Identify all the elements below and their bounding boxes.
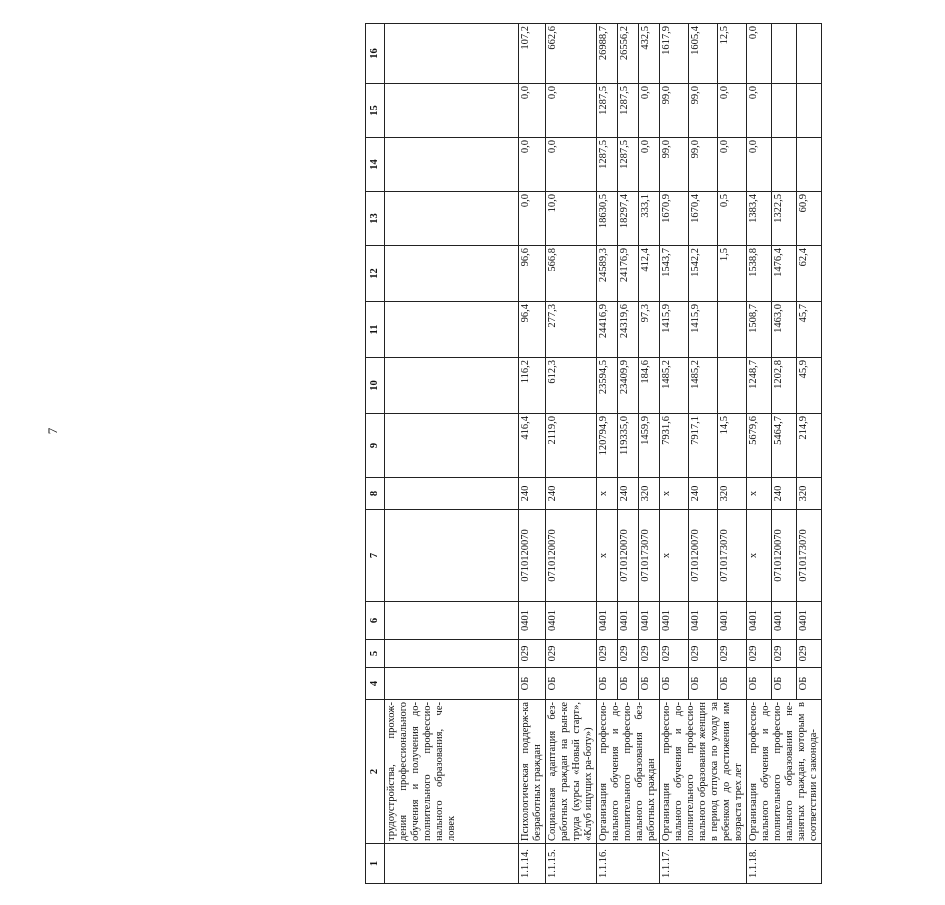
- table-cell: 24589,3: [597, 246, 618, 302]
- table-cell: 432,5: [639, 24, 660, 84]
- table-cell: 1322,5: [772, 192, 797, 246]
- table-cell: x: [660, 478, 689, 510]
- table-cell: 107,2: [519, 24, 546, 84]
- row-description: Организация профессио-нального обучения и до-полнительного профессио-нального образования женщин в период отпуска по уходу за ребенком до достижения им возраста трех лет: [660, 700, 747, 844]
- table-cell: 1670,4: [689, 192, 718, 246]
- table-cell: 18630,5: [597, 192, 618, 246]
- table-cell: [385, 510, 519, 602]
- column-header: 10: [366, 358, 385, 414]
- table-cell: 1670,9: [660, 192, 689, 246]
- row-description: Организация профессио-нального обучения и до-полнительного профессио-нального образования без-работных граждан: [597, 700, 660, 844]
- table-cell: ОБ: [639, 668, 660, 700]
- table-cell: ОБ: [689, 668, 718, 700]
- table-cell: 1248,7: [747, 358, 772, 414]
- column-header: 7: [366, 510, 385, 602]
- header-row: [366, 24, 385, 884]
- table-cell: 320: [797, 478, 822, 510]
- row-description: Социальная адаптация без-работных граждан на рын-ке труда (курсы «Новый старт», «Клуб ищущих ра-боту»): [546, 700, 597, 844]
- table-cell: 24176,9: [618, 246, 639, 302]
- table-cell: 184,6: [639, 358, 660, 414]
- table-cell: 99,0: [660, 138, 689, 192]
- table-cell: 320: [718, 478, 747, 510]
- table-cell: [797, 24, 822, 84]
- table-cell: 029: [519, 640, 546, 668]
- row-number: 1.1.15.: [546, 844, 597, 884]
- table-cell: 120794,9: [597, 414, 618, 478]
- table-cell: 029: [689, 640, 718, 668]
- row-number: 1.1.18.: [747, 844, 822, 884]
- table-cell: [718, 358, 747, 414]
- table-cell: 0,0: [519, 192, 546, 246]
- rotated-budget-table: [365, 24, 945, 884]
- table-cell: 0710120070: [546, 510, 597, 602]
- table-cell: 240: [772, 478, 797, 510]
- table-cell: 416,4: [519, 414, 546, 478]
- table-cell: 0401: [639, 602, 660, 640]
- table-row: [385, 24, 519, 884]
- table-cell: 029: [597, 640, 618, 668]
- table-cell: 1,5: [718, 246, 747, 302]
- table-cell: 662,6: [546, 24, 597, 84]
- table-cell: 0710173070: [639, 510, 660, 602]
- column-header: 12: [366, 246, 385, 302]
- table-cell: 1605,4: [689, 24, 718, 84]
- table-cell: 0401: [797, 602, 822, 640]
- table-cell: 0,0: [546, 84, 597, 138]
- table-cell: 1542,2: [689, 246, 718, 302]
- table-cell: 412,4: [639, 246, 660, 302]
- table-cell: 029: [772, 640, 797, 668]
- table-cell: 0401: [747, 602, 772, 640]
- row-number: [385, 844, 519, 884]
- table-cell: 60,9: [797, 192, 822, 246]
- table-cell: 97,3: [639, 302, 660, 358]
- table-cell: 1463,0: [772, 302, 797, 358]
- table-cell: 1485,2: [660, 358, 689, 414]
- table-cell: x: [597, 478, 618, 510]
- table-cell: [385, 640, 519, 668]
- table-cell: [385, 414, 519, 478]
- table-cell: 45,9: [797, 358, 822, 414]
- row-description: Организация профессио-нального обучения и до-полнительного профессио-нального образования не-занятых граждан, которым в соответствии с законода-: [747, 700, 822, 844]
- table-cell: [772, 84, 797, 138]
- table-cell: 0,0: [718, 138, 747, 192]
- table-cell: 1202,8: [772, 358, 797, 414]
- table-cell: 26988,7: [597, 24, 618, 84]
- table-cell: 99,0: [689, 84, 718, 138]
- column-header: 11: [366, 302, 385, 358]
- table-cell: 0,0: [546, 138, 597, 192]
- table-cell: x: [597, 510, 618, 602]
- table-cell: 240: [618, 478, 639, 510]
- table-cell: 1476,4: [772, 246, 797, 302]
- table-cell: [385, 192, 519, 246]
- table-cell: x: [660, 510, 689, 602]
- table-cell: 029: [797, 640, 822, 668]
- table-cell: 0710120070: [618, 510, 639, 602]
- table-cell: ОБ: [519, 668, 546, 700]
- table-cell: 99,0: [689, 138, 718, 192]
- table-cell: 45,7: [797, 302, 822, 358]
- table-cell: ОБ: [618, 668, 639, 700]
- table-cell: 0,0: [519, 84, 546, 138]
- table-cell: 0401: [718, 602, 747, 640]
- table-cell: [385, 602, 519, 640]
- table-cell: 1383,4: [747, 192, 772, 246]
- table-cell: 18297,4: [618, 192, 639, 246]
- table-cell: 0,0: [718, 84, 747, 138]
- table-cell: 1538,8: [747, 246, 772, 302]
- table-cell: 0401: [618, 602, 639, 640]
- table-cell: 333,1: [639, 192, 660, 246]
- table-cell: 0,0: [639, 84, 660, 138]
- table-cell: 26556,2: [618, 24, 639, 84]
- table-cell: 566,8: [546, 246, 597, 302]
- table-cell: ОБ: [660, 668, 689, 700]
- table-cell: 12,5: [718, 24, 747, 84]
- table-cell: 029: [546, 640, 597, 668]
- table-cell: [385, 302, 519, 358]
- column-header: 4: [366, 668, 385, 700]
- table-cell: 0401: [597, 602, 618, 640]
- table-cell: 62,4: [797, 246, 822, 302]
- table-row: [546, 24, 597, 884]
- table-cell: x: [747, 510, 772, 602]
- table-cell: 24416,9: [597, 302, 618, 358]
- table-cell: 1617,9: [660, 24, 689, 84]
- table-cell: 320: [639, 478, 660, 510]
- table-cell: 119335,0: [618, 414, 639, 478]
- table-cell: 1415,9: [689, 302, 718, 358]
- table-cell: ОБ: [546, 668, 597, 700]
- table-cell: 10,0: [546, 192, 597, 246]
- table-cell: [385, 138, 519, 192]
- table-cell: 0710173070: [797, 510, 822, 602]
- table-cell: 1485,2: [689, 358, 718, 414]
- column-header: 16: [366, 24, 385, 84]
- column-header: 9: [366, 414, 385, 478]
- column-header: 8: [366, 478, 385, 510]
- table-cell: 0401: [660, 602, 689, 640]
- table-cell: 0710120070: [689, 510, 718, 602]
- table-cell: [385, 478, 519, 510]
- column-header: 14: [366, 138, 385, 192]
- table-cell: 240: [689, 478, 718, 510]
- table-cell: [385, 668, 519, 700]
- table-row: [660, 24, 689, 884]
- table-cell: 5679,6: [747, 414, 772, 478]
- table-cell: [385, 246, 519, 302]
- table-cell: 7931,6: [660, 414, 689, 478]
- table-cell: [797, 138, 822, 192]
- table-cell: 029: [747, 640, 772, 668]
- table-cell: 214,9: [797, 414, 822, 478]
- table-cell: 0,0: [519, 138, 546, 192]
- column-header: 1: [366, 844, 385, 884]
- table-cell: 5464,7: [772, 414, 797, 478]
- row-number: 1.1.17.: [660, 844, 747, 884]
- table-cell: 277,3: [546, 302, 597, 358]
- row-number: 1.1.14.: [519, 844, 546, 884]
- table-cell: [718, 302, 747, 358]
- table-cell: 0710120070: [772, 510, 797, 602]
- table-cell: [385, 24, 519, 84]
- table-cell: 14,5: [718, 414, 747, 478]
- table-cell: ОБ: [772, 668, 797, 700]
- table-cell: 029: [718, 640, 747, 668]
- table-cell: ОБ: [747, 668, 772, 700]
- table-cell: 0,0: [747, 24, 772, 84]
- table-cell: 1459,9: [639, 414, 660, 478]
- table-cell: 612,3: [546, 358, 597, 414]
- table-cell: 0,0: [639, 138, 660, 192]
- table-cell: [385, 84, 519, 138]
- table-row: [597, 24, 618, 884]
- table-cell: 1415,9: [660, 302, 689, 358]
- table-cell: 0401: [546, 602, 597, 640]
- table-cell: 029: [639, 640, 660, 668]
- table-cell: 0710120070: [519, 510, 546, 602]
- table-cell: 240: [519, 478, 546, 510]
- table-cell: 1287,5: [597, 84, 618, 138]
- table-cell: 1543,7: [660, 246, 689, 302]
- row-number: 1.1.16.: [597, 844, 660, 884]
- table-cell: 1287,5: [597, 138, 618, 192]
- table-cell: 2119,0: [546, 414, 597, 478]
- table-cell: 0,5: [718, 192, 747, 246]
- table-cell: 0401: [689, 602, 718, 640]
- table-cell: x: [747, 478, 772, 510]
- table-cell: 240: [546, 478, 597, 510]
- table-cell: ОБ: [797, 668, 822, 700]
- page-number: 7: [45, 427, 60, 435]
- row-description: Психологическая поддерж-ка безработных граждан: [519, 700, 546, 844]
- table-cell: [772, 24, 797, 84]
- table-cell: 24319,6: [618, 302, 639, 358]
- table-cell: 23409,9: [618, 358, 639, 414]
- table-row: [747, 24, 772, 884]
- table-cell: 96,6: [519, 246, 546, 302]
- table-cell: ОБ: [597, 668, 618, 700]
- column-header: 5: [366, 640, 385, 668]
- table-cell: 96,4: [519, 302, 546, 358]
- table-cell: 0401: [519, 602, 546, 640]
- table-cell: 029: [618, 640, 639, 668]
- column-header: 6: [366, 602, 385, 640]
- table-cell: 116,2: [519, 358, 546, 414]
- table-cell: [797, 84, 822, 138]
- table-cell: 23594,5: [597, 358, 618, 414]
- table-cell: 0401: [772, 602, 797, 640]
- table-cell: ОБ: [718, 668, 747, 700]
- table-cell: 029: [660, 640, 689, 668]
- table-row: [519, 24, 546, 884]
- column-header: 15: [366, 84, 385, 138]
- table-cell: 0,0: [747, 84, 772, 138]
- table-cell: 7917,1: [689, 414, 718, 478]
- table-cell: 0,0: [747, 138, 772, 192]
- table-cell: 1508,7: [747, 302, 772, 358]
- table-cell: 0710173070: [718, 510, 747, 602]
- column-header: 2: [366, 700, 385, 844]
- column-header: 13: [366, 192, 385, 246]
- budget-table: [365, 23, 822, 884]
- table-cell: 1287,5: [618, 84, 639, 138]
- table-cell: 99,0: [660, 84, 689, 138]
- row-description: трудоустройства, прохож-дения профессионального обучения и получения до-полнительного профессио-нального образования, че-ловек: [385, 700, 519, 844]
- table-cell: [772, 138, 797, 192]
- table-cell: 1287,5: [618, 138, 639, 192]
- table-cell: [385, 358, 519, 414]
